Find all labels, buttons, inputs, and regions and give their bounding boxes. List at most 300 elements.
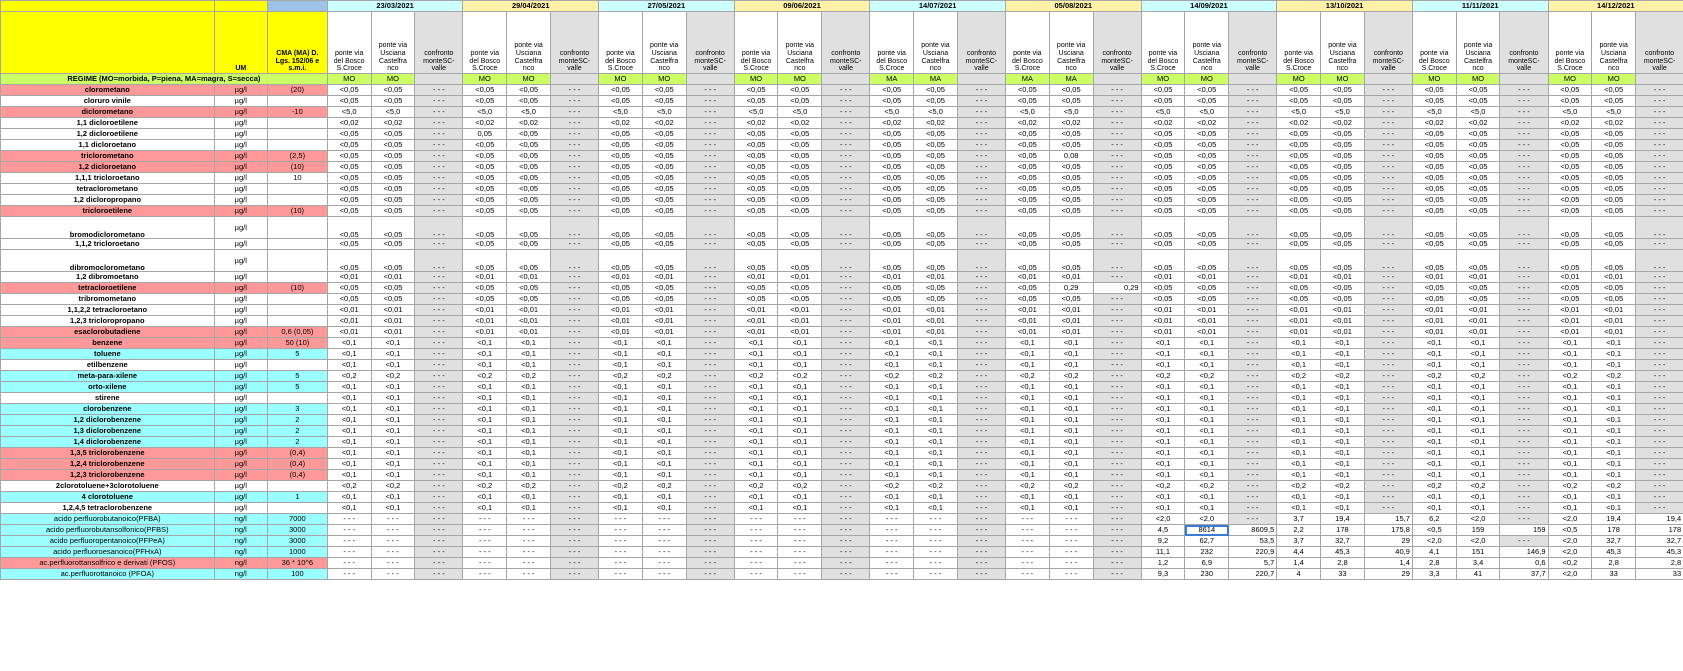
value-cell[interactable]: <0,05 bbox=[1185, 173, 1229, 184]
comparison-cell[interactable]: - - - bbox=[1364, 426, 1412, 437]
comparison-cell[interactable]: - - - bbox=[1500, 437, 1548, 448]
comparison-cell[interactable]: - - - bbox=[957, 305, 1005, 316]
value-cell[interactable]: 19,4 bbox=[1321, 514, 1365, 525]
value-cell[interactable]: <0,1 bbox=[1456, 338, 1500, 349]
value-cell[interactable]: <0,1 bbox=[1321, 360, 1365, 371]
comparison-cell[interactable]: - - - bbox=[550, 503, 598, 514]
value-cell[interactable]: - - - bbox=[642, 514, 686, 525]
comparison-cell[interactable]: - - - bbox=[686, 470, 734, 481]
comparison-cell[interactable]: - - - bbox=[1636, 349, 1683, 360]
value-cell[interactable]: <0,1 bbox=[599, 470, 643, 481]
comparison-cell[interactable]: - - - bbox=[1229, 129, 1277, 140]
comparison-cell[interactable]: - - - bbox=[822, 492, 870, 503]
value-cell[interactable]: <0,05 bbox=[1049, 195, 1093, 206]
comparison-cell[interactable]: - - - bbox=[1364, 437, 1412, 448]
value-cell[interactable]: <0,05 bbox=[1321, 184, 1365, 195]
comparison-cell[interactable]: - - - bbox=[415, 272, 463, 283]
value-cell[interactable]: <0,02 bbox=[507, 118, 551, 129]
comparison-cell[interactable]: - - - bbox=[1229, 470, 1277, 481]
value-cell[interactable]: <0,05 bbox=[599, 129, 643, 140]
value-cell[interactable]: <0,05 bbox=[1277, 140, 1321, 151]
comparison-cell[interactable]: - - - bbox=[957, 371, 1005, 382]
value-cell[interactable]: <0,1 bbox=[1049, 503, 1093, 514]
value-cell[interactable]: <0,01 bbox=[599, 305, 643, 316]
value-cell[interactable]: <0,1 bbox=[599, 503, 643, 514]
value-cell[interactable]: <0,1 bbox=[1456, 492, 1500, 503]
value-cell[interactable]: <0,05 bbox=[1321, 85, 1365, 96]
value-cell[interactable]: <0,01 bbox=[1277, 327, 1321, 338]
comparison-cell[interactable]: - - - bbox=[415, 426, 463, 437]
value-cell[interactable]: <0,05 bbox=[371, 85, 415, 96]
value-cell[interactable]: <0,1 bbox=[1049, 382, 1093, 393]
comparison-cell[interactable]: - - - bbox=[822, 96, 870, 107]
value-cell[interactable]: <0,1 bbox=[642, 492, 686, 503]
value-cell[interactable]: <0,05 bbox=[1005, 129, 1049, 140]
value-cell[interactable]: <0,01 bbox=[507, 327, 551, 338]
value-cell[interactable]: <0,05 bbox=[870, 184, 914, 195]
comparison-cell[interactable]: - - - bbox=[1229, 382, 1277, 393]
value-cell[interactable]: <0,01 bbox=[463, 305, 507, 316]
comparison-cell[interactable]: - - - bbox=[415, 547, 463, 558]
comparison-cell[interactable]: - - - bbox=[1229, 195, 1277, 206]
comparison-cell[interactable]: - - - bbox=[1500, 118, 1548, 129]
comparison-cell[interactable]: - - - bbox=[686, 338, 734, 349]
comparison-cell[interactable]: - - - bbox=[957, 382, 1005, 393]
value-cell[interactable]: <0,05 bbox=[1321, 294, 1365, 305]
value-cell[interactable]: <0,05 bbox=[642, 250, 686, 272]
value-cell[interactable]: <0,1 bbox=[870, 415, 914, 426]
comparison-cell[interactable]: - - - bbox=[822, 184, 870, 195]
comparison-cell[interactable]: - - - bbox=[1364, 316, 1412, 327]
comparison-cell[interactable]: - - - bbox=[686, 481, 734, 492]
value-cell[interactable]: - - - bbox=[642, 558, 686, 569]
comparison-cell[interactable]: - - - bbox=[1500, 415, 1548, 426]
comparison-cell[interactable]: - - - bbox=[1093, 96, 1141, 107]
value-cell[interactable]: <0,05 bbox=[463, 217, 507, 239]
value-cell[interactable]: <0,05 bbox=[1412, 184, 1456, 195]
comparison-cell[interactable]: - - - bbox=[415, 250, 463, 272]
value-cell[interactable]: - - - bbox=[1049, 569, 1093, 580]
value-cell[interactable]: <0,1 bbox=[642, 404, 686, 415]
comparison-cell[interactable]: - - - bbox=[957, 239, 1005, 250]
comparison-cell[interactable]: - - - bbox=[1093, 448, 1141, 459]
value-cell[interactable]: <0,05 bbox=[599, 184, 643, 195]
value-cell[interactable]: <2,0 bbox=[1548, 536, 1592, 547]
value-cell[interactable]: <0,05 bbox=[1592, 140, 1636, 151]
value-cell[interactable]: <0,05 bbox=[734, 173, 778, 184]
comparison-cell[interactable]: - - - bbox=[1500, 481, 1548, 492]
value-cell[interactable]: <0,05 bbox=[1141, 283, 1185, 294]
value-cell[interactable]: - - - bbox=[870, 525, 914, 536]
value-cell[interactable]: <0,1 bbox=[327, 404, 371, 415]
value-cell[interactable]: <0,05 bbox=[371, 96, 415, 107]
value-cell[interactable]: <0,01 bbox=[1592, 305, 1636, 316]
comparison-cell[interactable]: - - - bbox=[415, 173, 463, 184]
value-cell[interactable]: <0,05 bbox=[1049, 162, 1093, 173]
value-cell[interactable]: <0,05 bbox=[1592, 195, 1636, 206]
value-cell[interactable]: <0,1 bbox=[1185, 503, 1229, 514]
comparison-cell[interactable]: - - - bbox=[1500, 426, 1548, 437]
value-cell[interactable]: <0,1 bbox=[463, 437, 507, 448]
value-cell[interactable]: <0,1 bbox=[327, 382, 371, 393]
value-cell[interactable]: - - - bbox=[463, 514, 507, 525]
value-cell[interactable]: <0,1 bbox=[1592, 415, 1636, 426]
value-cell[interactable]: <0,01 bbox=[1185, 316, 1229, 327]
value-cell[interactable]: - - - bbox=[599, 525, 643, 536]
comparison-cell[interactable]: - - - bbox=[1229, 338, 1277, 349]
value-cell[interactable]: <0,1 bbox=[1321, 338, 1365, 349]
value-cell[interactable]: <0,01 bbox=[371, 327, 415, 338]
comparison-cell[interactable]: - - - bbox=[1636, 459, 1683, 470]
value-cell[interactable]: <0,05 bbox=[1141, 85, 1185, 96]
comparison-cell[interactable]: - - - bbox=[415, 140, 463, 151]
value-cell[interactable]: <0,2 bbox=[1592, 481, 1636, 492]
comparison-cell[interactable]: - - - bbox=[1364, 371, 1412, 382]
value-cell[interactable]: - - - bbox=[507, 558, 551, 569]
value-cell[interactable]: - - - bbox=[599, 536, 643, 547]
value-cell[interactable]: <0,1 bbox=[507, 459, 551, 470]
comparison-cell[interactable]: - - - bbox=[1500, 140, 1548, 151]
value-cell[interactable]: <0,05 bbox=[599, 250, 643, 272]
value-cell[interactable]: <0,1 bbox=[599, 382, 643, 393]
value-cell[interactable]: <0,1 bbox=[1049, 360, 1093, 371]
value-cell[interactable]: <0,01 bbox=[734, 327, 778, 338]
comparison-cell[interactable]: - - - bbox=[957, 173, 1005, 184]
comparison-cell[interactable]: - - - bbox=[1093, 184, 1141, 195]
value-cell[interactable]: <0,1 bbox=[599, 393, 643, 404]
value-cell[interactable]: <0,2 bbox=[371, 481, 415, 492]
value-cell[interactable]: <5,0 bbox=[327, 107, 371, 118]
value-cell[interactable]: <0,05 bbox=[914, 162, 958, 173]
comparison-cell[interactable]: - - - bbox=[1093, 272, 1141, 283]
comparison-cell[interactable]: - - - bbox=[1500, 404, 1548, 415]
comparison-cell[interactable]: - - - bbox=[1636, 415, 1683, 426]
comparison-cell[interactable]: - - - bbox=[550, 382, 598, 393]
value-cell[interactable]: <0,1 bbox=[642, 470, 686, 481]
value-cell[interactable]: <0,05 bbox=[914, 294, 958, 305]
value-cell[interactable]: - - - bbox=[642, 525, 686, 536]
comparison-cell[interactable]: - - - bbox=[550, 514, 598, 525]
value-cell[interactable]: <0,05 bbox=[1049, 173, 1093, 184]
value-cell[interactable]: <0,05 bbox=[1141, 217, 1185, 239]
value-cell[interactable]: - - - bbox=[642, 536, 686, 547]
comparison-cell[interactable]: - - - bbox=[1500, 360, 1548, 371]
value-cell[interactable]: <0,05 bbox=[914, 250, 958, 272]
value-cell[interactable]: <0,1 bbox=[1005, 459, 1049, 470]
comparison-cell[interactable]: - - - bbox=[1229, 404, 1277, 415]
value-cell[interactable]: <0,1 bbox=[870, 404, 914, 415]
comparison-cell[interactable]: - - - bbox=[550, 206, 598, 217]
value-cell[interactable]: <0,05 bbox=[1548, 173, 1592, 184]
value-cell[interactable]: <0,05 bbox=[1321, 96, 1365, 107]
value-cell[interactable]: <0,1 bbox=[507, 338, 551, 349]
value-cell[interactable]: <0,1 bbox=[371, 404, 415, 415]
value-cell[interactable]: <0,1 bbox=[371, 459, 415, 470]
value-cell[interactable]: <0,02 bbox=[1005, 118, 1049, 129]
comparison-cell[interactable]: - - - bbox=[415, 184, 463, 195]
comparison-cell[interactable]: - - - bbox=[1500, 195, 1548, 206]
value-cell[interactable]: <0,05 bbox=[642, 184, 686, 195]
comparison-cell[interactable]: - - - bbox=[1500, 371, 1548, 382]
value-cell[interactable]: <0,05 bbox=[1412, 250, 1456, 272]
value-cell[interactable]: <0,1 bbox=[599, 415, 643, 426]
value-cell[interactable]: <0,05 bbox=[1277, 184, 1321, 195]
value-cell[interactable]: <0,02 bbox=[1049, 118, 1093, 129]
comparison-cell[interactable]: - - - bbox=[686, 151, 734, 162]
value-cell[interactable]: <0,2 bbox=[371, 371, 415, 382]
value-cell[interactable]: <0,1 bbox=[870, 448, 914, 459]
comparison-cell[interactable]: - - - bbox=[822, 316, 870, 327]
comparison-cell[interactable]: - - - bbox=[822, 140, 870, 151]
value-cell[interactable]: <0,05 bbox=[599, 283, 643, 294]
value-cell[interactable]: - - - bbox=[870, 569, 914, 580]
value-cell[interactable]: <0,05 bbox=[1456, 173, 1500, 184]
value-cell[interactable]: <0,05 bbox=[371, 283, 415, 294]
value-cell[interactable]: <0,05 bbox=[1456, 283, 1500, 294]
value-cell[interactable]: <0,05 bbox=[1049, 217, 1093, 239]
comparison-cell[interactable]: - - - bbox=[1364, 503, 1412, 514]
value-cell[interactable]: <0,1 bbox=[870, 349, 914, 360]
comparison-cell[interactable]: - - - bbox=[1364, 85, 1412, 96]
value-cell[interactable]: <0,1 bbox=[1592, 404, 1636, 415]
value-cell[interactable]: <0,05 bbox=[1456, 294, 1500, 305]
comparison-cell[interactable]: - - - bbox=[1500, 536, 1548, 547]
value-cell[interactable]: <0,01 bbox=[1592, 272, 1636, 283]
value-cell[interactable]: <0,05 bbox=[1141, 195, 1185, 206]
comparison-cell[interactable]: - - - bbox=[957, 107, 1005, 118]
value-cell[interactable]: <0,05 bbox=[734, 184, 778, 195]
comparison-cell[interactable]: - - - bbox=[957, 360, 1005, 371]
value-cell[interactable]: <0,1 bbox=[778, 404, 822, 415]
comparison-cell[interactable]: - - - bbox=[686, 437, 734, 448]
value-cell[interactable]: <0,01 bbox=[778, 272, 822, 283]
comparison-cell[interactable]: - - - bbox=[1364, 492, 1412, 503]
value-cell[interactable]: <0,1 bbox=[371, 349, 415, 360]
value-cell[interactable]: <0,1 bbox=[327, 393, 371, 404]
value-cell[interactable]: <0,1 bbox=[1277, 338, 1321, 349]
value-cell[interactable]: <0,05 bbox=[642, 239, 686, 250]
value-cell[interactable]: <0,1 bbox=[327, 437, 371, 448]
comparison-cell[interactable]: - - - bbox=[957, 349, 1005, 360]
value-cell[interactable]: <0,05 bbox=[642, 206, 686, 217]
value-cell[interactable]: <0,01 bbox=[1412, 272, 1456, 283]
comparison-cell[interactable]: - - - bbox=[1636, 316, 1683, 327]
value-cell[interactable]: - - - bbox=[1049, 525, 1093, 536]
value-cell[interactable]: <0,1 bbox=[1548, 426, 1592, 437]
value-cell[interactable]: <0,05 bbox=[642, 140, 686, 151]
comparison-cell[interactable]: - - - bbox=[1093, 85, 1141, 96]
value-cell[interactable]: <0,1 bbox=[734, 470, 778, 481]
value-cell[interactable]: <0,05 bbox=[371, 195, 415, 206]
comparison-cell[interactable]: - - - bbox=[1093, 382, 1141, 393]
value-cell[interactable]: 0,05 bbox=[463, 129, 507, 140]
value-cell[interactable]: <0,5 bbox=[1412, 525, 1456, 536]
value-cell[interactable]: 2,8 bbox=[1412, 558, 1456, 569]
comparison-cell[interactable]: - - - bbox=[1364, 294, 1412, 305]
value-cell[interactable]: <0,1 bbox=[1185, 426, 1229, 437]
comparison-cell[interactable]: - - - bbox=[686, 96, 734, 107]
value-cell[interactable]: <0,05 bbox=[870, 239, 914, 250]
value-cell[interactable]: <0,01 bbox=[778, 316, 822, 327]
value-cell[interactable]: <0,1 bbox=[599, 426, 643, 437]
comparison-cell[interactable]: - - - bbox=[957, 437, 1005, 448]
value-cell[interactable]: - - - bbox=[599, 569, 643, 580]
value-cell[interactable]: <5,0 bbox=[1321, 107, 1365, 118]
comparison-cell[interactable]: - - - bbox=[1229, 173, 1277, 184]
comparison-cell[interactable]: - - - bbox=[1229, 140, 1277, 151]
value-cell[interactable]: <0,05 bbox=[778, 96, 822, 107]
value-cell[interactable]: <0,05 bbox=[327, 239, 371, 250]
value-cell[interactable]: - - - bbox=[1005, 558, 1049, 569]
comparison-cell[interactable]: - - - bbox=[550, 184, 598, 195]
value-cell[interactable]: <5,0 bbox=[371, 107, 415, 118]
comparison-cell[interactable]: - - - bbox=[957, 514, 1005, 525]
value-cell[interactable]: <0,1 bbox=[734, 382, 778, 393]
comparison-cell[interactable]: - - - bbox=[550, 294, 598, 305]
value-cell[interactable]: <0,1 bbox=[870, 382, 914, 393]
comparison-cell[interactable]: - - - bbox=[1093, 503, 1141, 514]
value-cell[interactable]: <0,05 bbox=[1049, 96, 1093, 107]
comparison-cell[interactable]: 32,7 bbox=[1636, 536, 1683, 547]
value-cell[interactable]: <0,01 bbox=[599, 316, 643, 327]
value-cell[interactable]: <0,05 bbox=[599, 239, 643, 250]
comparison-cell[interactable]: - - - bbox=[1229, 294, 1277, 305]
value-cell[interactable]: <0,05 bbox=[371, 173, 415, 184]
value-cell[interactable]: <0,05 bbox=[778, 140, 822, 151]
value-cell[interactable]: <0,01 bbox=[1141, 305, 1185, 316]
value-cell[interactable]: <0,1 bbox=[371, 393, 415, 404]
comparison-cell[interactable]: - - - bbox=[1229, 371, 1277, 382]
value-cell[interactable]: <0,1 bbox=[1185, 415, 1229, 426]
value-cell[interactable]: <0,1 bbox=[1005, 492, 1049, 503]
value-cell[interactable]: <0,1 bbox=[1456, 382, 1500, 393]
value-cell[interactable]: <0,05 bbox=[463, 173, 507, 184]
value-cell[interactable]: <0,05 bbox=[914, 195, 958, 206]
value-cell[interactable]: <0,1 bbox=[1412, 503, 1456, 514]
value-cell[interactable]: <0,1 bbox=[599, 448, 643, 459]
comparison-cell[interactable]: - - - bbox=[1364, 338, 1412, 349]
value-cell[interactable]: <0,1 bbox=[1321, 437, 1365, 448]
value-cell[interactable]: <0,01 bbox=[870, 272, 914, 283]
value-cell[interactable]: <0,05 bbox=[463, 283, 507, 294]
comparison-cell[interactable]: - - - bbox=[686, 327, 734, 338]
comparison-cell[interactable]: - - - bbox=[550, 547, 598, 558]
comparison-cell[interactable]: - - - bbox=[957, 217, 1005, 239]
value-cell[interactable]: <0,1 bbox=[463, 459, 507, 470]
value-cell[interactable]: <0,05 bbox=[1548, 294, 1592, 305]
value-cell[interactable]: <0,1 bbox=[1592, 338, 1636, 349]
comparison-cell[interactable]: - - - bbox=[686, 294, 734, 305]
comparison-cell[interactable]: - - - bbox=[957, 525, 1005, 536]
value-cell[interactable]: 3,3 bbox=[1412, 569, 1456, 580]
value-cell[interactable]: - - - bbox=[507, 569, 551, 580]
value-cell[interactable]: <0,05 bbox=[1005, 294, 1049, 305]
value-cell[interactable]: <0,1 bbox=[642, 349, 686, 360]
comparison-cell[interactable]: - - - bbox=[686, 371, 734, 382]
comparison-cell[interactable]: - - - bbox=[1093, 558, 1141, 569]
value-cell[interactable]: <0,1 bbox=[1412, 426, 1456, 437]
value-cell[interactable]: <0,1 bbox=[1005, 448, 1049, 459]
comparison-cell[interactable]: - - - bbox=[1093, 294, 1141, 305]
value-cell[interactable]: - - - bbox=[870, 514, 914, 525]
value-cell[interactable]: <0,1 bbox=[327, 415, 371, 426]
value-cell[interactable]: <0,1 bbox=[327, 503, 371, 514]
comparison-cell[interactable]: - - - bbox=[686, 536, 734, 547]
value-cell[interactable]: <0,02 bbox=[327, 118, 371, 129]
value-cell[interactable]: <0,1 bbox=[1277, 503, 1321, 514]
value-cell[interactable]: <0,1 bbox=[1592, 503, 1636, 514]
value-cell[interactable]: <0,01 bbox=[463, 272, 507, 283]
value-cell[interactable]: <0,05 bbox=[1321, 129, 1365, 140]
value-cell[interactable]: <0,1 bbox=[507, 437, 551, 448]
comparison-cell[interactable]: - - - bbox=[822, 448, 870, 459]
value-cell[interactable]: <0,05 bbox=[914, 184, 958, 195]
value-cell[interactable]: <0,05 bbox=[1548, 96, 1592, 107]
value-cell[interactable]: - - - bbox=[914, 525, 958, 536]
comparison-cell[interactable]: - - - bbox=[1500, 107, 1548, 118]
comparison-cell[interactable]: - - - bbox=[957, 85, 1005, 96]
value-cell[interactable]: <0,05 bbox=[599, 294, 643, 305]
value-cell[interactable]: <0,05 bbox=[1005, 173, 1049, 184]
value-cell[interactable]: <0,05 bbox=[1548, 250, 1592, 272]
comparison-cell[interactable]: - - - bbox=[957, 272, 1005, 283]
value-cell[interactable]: <0,1 bbox=[1592, 459, 1636, 470]
value-cell[interactable]: <0,05 bbox=[870, 96, 914, 107]
comparison-cell[interactable]: - - - bbox=[822, 195, 870, 206]
value-cell[interactable]: <5,0 bbox=[463, 107, 507, 118]
comparison-cell[interactable]: - - - bbox=[822, 503, 870, 514]
value-cell[interactable]: <0,05 bbox=[599, 96, 643, 107]
value-cell[interactable]: <0,1 bbox=[1005, 338, 1049, 349]
value-cell[interactable]: <0,1 bbox=[914, 437, 958, 448]
value-cell[interactable]: <0,05 bbox=[734, 250, 778, 272]
value-cell[interactable]: <0,01 bbox=[327, 327, 371, 338]
value-cell[interactable]: <0,1 bbox=[1548, 448, 1592, 459]
comparison-cell[interactable]: - - - bbox=[686, 558, 734, 569]
comparison-cell[interactable]: - - - bbox=[550, 371, 598, 382]
value-cell[interactable]: <0,1 bbox=[507, 448, 551, 459]
value-cell[interactable]: 19,4 bbox=[1592, 514, 1636, 525]
comparison-cell[interactable]: - - - bbox=[957, 426, 1005, 437]
value-cell[interactable]: <0,05 bbox=[1456, 206, 1500, 217]
value-cell[interactable]: <0,05 bbox=[870, 283, 914, 294]
value-cell[interactable]: <0,05 bbox=[507, 96, 551, 107]
value-cell[interactable]: <0,2 bbox=[1277, 371, 1321, 382]
comparison-cell[interactable]: - - - bbox=[1364, 195, 1412, 206]
comparison-cell[interactable]: - - - bbox=[1636, 206, 1683, 217]
value-cell[interactable]: <0,01 bbox=[778, 327, 822, 338]
value-cell[interactable]: <0,05 bbox=[870, 206, 914, 217]
date-header[interactable]: 23/03/2021 bbox=[327, 1, 463, 12]
comparison-cell[interactable]: - - - bbox=[822, 283, 870, 294]
value-cell[interactable]: <0,01 bbox=[1141, 316, 1185, 327]
value-cell[interactable]: <0,2 bbox=[327, 481, 371, 492]
value-cell[interactable]: <0,01 bbox=[1141, 272, 1185, 283]
value-cell[interactable]: 2,2 bbox=[1277, 525, 1321, 536]
value-cell[interactable]: <0,01 bbox=[507, 272, 551, 283]
comparison-cell[interactable]: - - - bbox=[1364, 393, 1412, 404]
comparison-cell[interactable]: - - - bbox=[415, 437, 463, 448]
value-cell[interactable]: <0,1 bbox=[507, 503, 551, 514]
comparison-cell[interactable]: - - - bbox=[415, 118, 463, 129]
value-cell[interactable]: 151 bbox=[1456, 547, 1500, 558]
value-cell[interactable]: <0,05 bbox=[1185, 162, 1229, 173]
comparison-cell[interactable]: - - - bbox=[1500, 151, 1548, 162]
value-cell[interactable]: - - - bbox=[734, 525, 778, 536]
value-cell[interactable]: <0,1 bbox=[599, 437, 643, 448]
comparison-cell[interactable]: - - - bbox=[550, 349, 598, 360]
value-cell[interactable]: <0,01 bbox=[599, 327, 643, 338]
